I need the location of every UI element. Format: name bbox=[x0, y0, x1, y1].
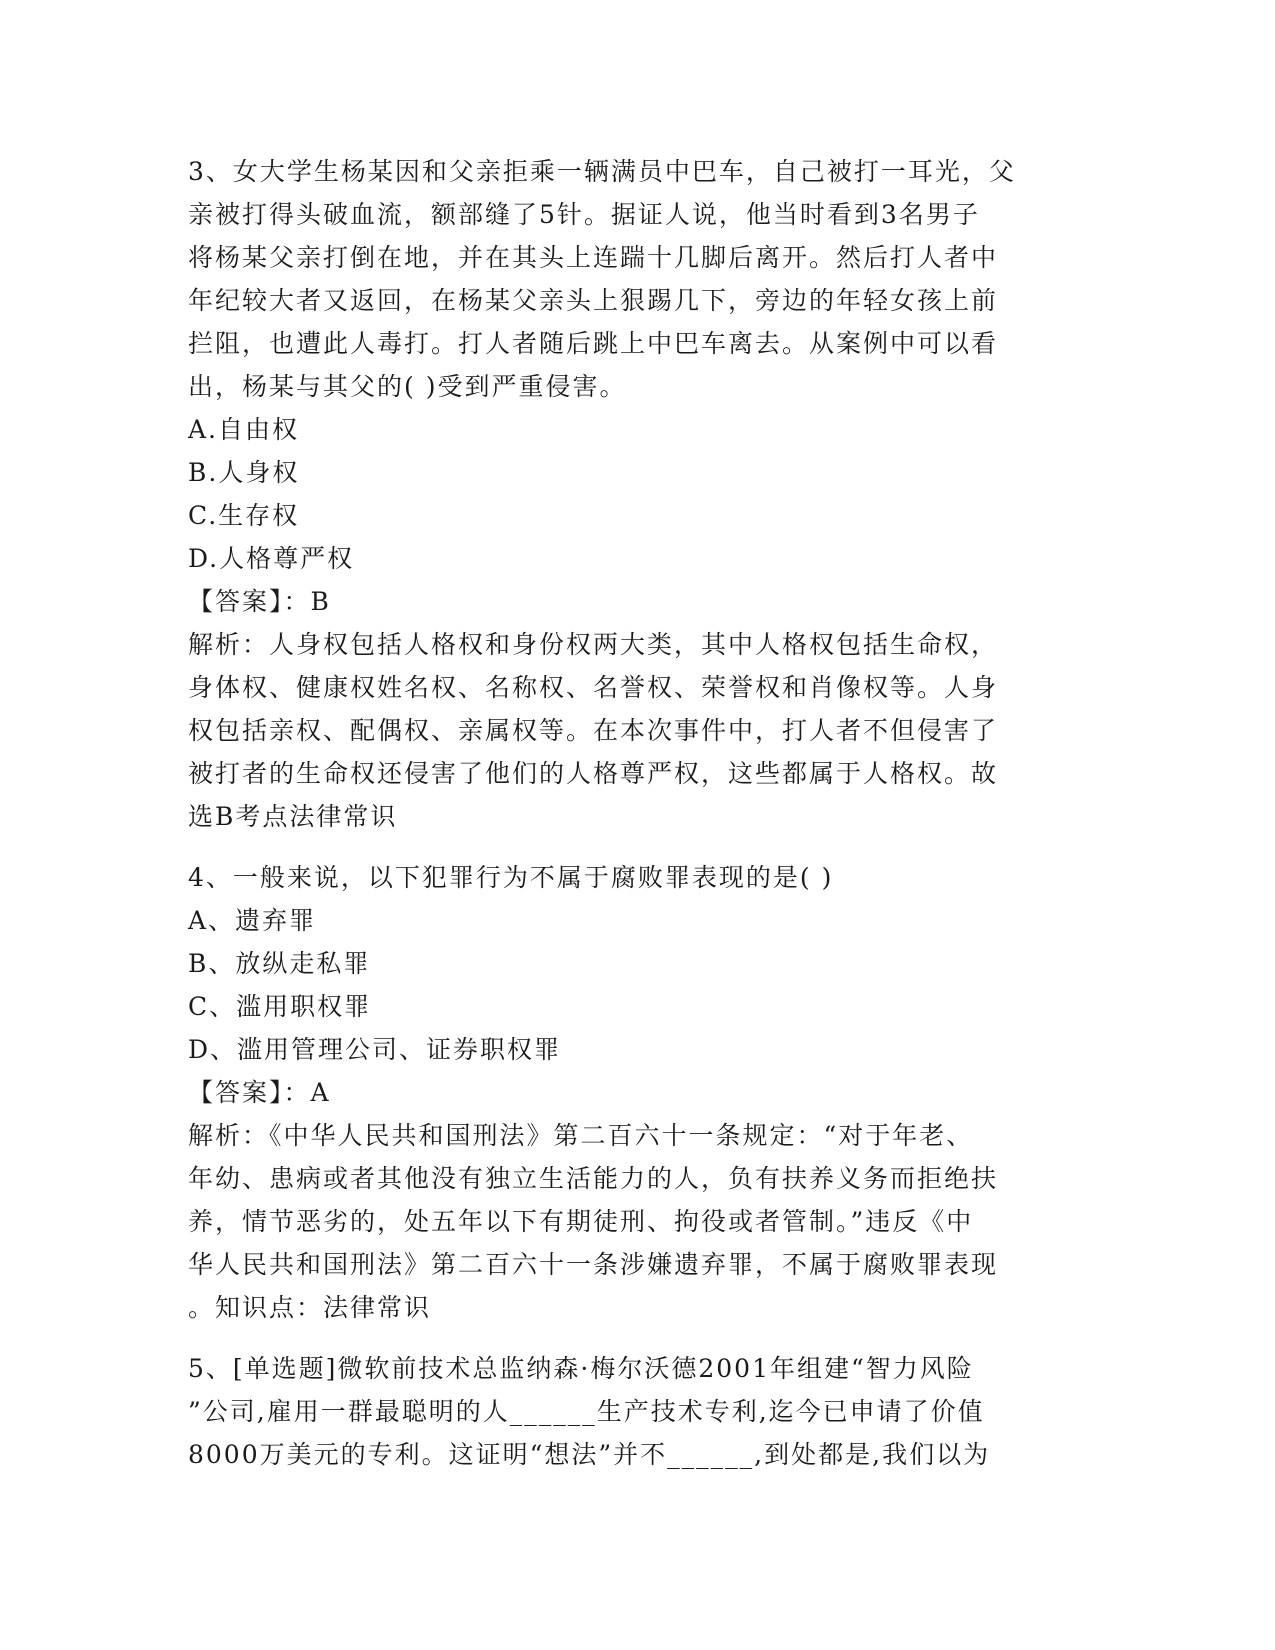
question-5 bbox=[188, 1347, 1083, 1476]
option-d: D、滥用管理公司、证券职权罪 bbox=[188, 1035, 562, 1064]
question-stem-line: 8000万美元的专利。这证明“想法”并不______,到处都是,我们以为 bbox=[188, 1440, 991, 1469]
question-stem-line: 年纪较大者又返回，在杨某父亲头上狠踢几下，旁边的年轻女孩上前 bbox=[188, 286, 999, 315]
question-stem-line: 3、女大学生杨某因和父亲拒乘一辆满员中巴车，自己被打一耳光，父 bbox=[188, 157, 1016, 186]
analysis-line: 养，情节恶劣的，处五年以下有期徒刑、拘役或者管制。”违反《中 bbox=[188, 1207, 974, 1236]
question-stem-line: 将杨某父亲打倒在地，并在其头上连踹十几脚后离开。然后打人者中 bbox=[188, 243, 999, 272]
document-page bbox=[188, 150, 1083, 1476]
question-stem-line: 拦阻，也遭此人毒打。打人者随后跳上中巴车离去。从案例中可以看 bbox=[188, 329, 999, 358]
question-stem-line: 5、[单选题]微软前技术总监纳森·梅尔沃德2001年组建“智力风险 bbox=[188, 1354, 974, 1383]
answer-line: 【答案】：B bbox=[188, 587, 331, 616]
analysis-line: 被打者的生命权还侵害了他们的人格尊严权，这些都属于人格权。故 bbox=[188, 759, 999, 788]
question-3 bbox=[188, 150, 1083, 838]
analysis-line: 解析：《中华人民共和国刑法》第二百六十一条规定：“对于年老、 bbox=[188, 1121, 974, 1150]
option-a: A、遗弃罪 bbox=[188, 906, 317, 935]
analysis-line: 身体权、健康权姓名权、名称权、名誉权、荣誉权和肖像权等。人身 bbox=[188, 673, 999, 702]
analysis-line: 年幼、患病或者其他没有独立生活能力的人，负有扶养义务而拒绝扶 bbox=[188, 1164, 999, 1193]
option-d: D.人格尊严权 bbox=[188, 544, 355, 573]
analysis-line: 选B考点法律常识 bbox=[188, 802, 398, 831]
analysis-line: 解析：人身权包括人格权和身份权两大类，其中人格权包括生命权， bbox=[188, 630, 999, 659]
question-stem-line: 4、一般来说，以下犯罪行为不属于腐败罪表现的是( ) bbox=[188, 863, 834, 892]
question-4 bbox=[188, 856, 1083, 1329]
question-stem-line: 出，杨某与其父的( )受到严重侵害。 bbox=[188, 372, 627, 401]
question-stem-line: ”公司,雇用一群最聪明的人______生产技术专利,迄今已申请了价值 bbox=[188, 1397, 985, 1426]
option-a: A.自由权 bbox=[188, 415, 300, 444]
option-b: B.人身权 bbox=[188, 458, 300, 487]
option-c: C、滥用职权罪 bbox=[188, 992, 372, 1021]
option-b: B、放纵走私罪 bbox=[188, 949, 371, 978]
question-stem-line: 亲被打得头破血流，额部缝了5针。据证人说，他当时看到3名男子 bbox=[188, 200, 980, 229]
option-c: C.生存权 bbox=[188, 501, 300, 530]
analysis-line: 。知识点：法律常识 bbox=[188, 1293, 432, 1322]
analysis-line: 权包括亲权、配偶权、亲属权等。在本次事件中，打人者不但侵害了 bbox=[188, 716, 999, 745]
analysis-line: 华人民共和国刑法》第二百六十一条涉嫌遗弃罪，不属于腐败罪表现 bbox=[188, 1250, 999, 1279]
answer-line: 【答案】：A bbox=[188, 1078, 331, 1107]
